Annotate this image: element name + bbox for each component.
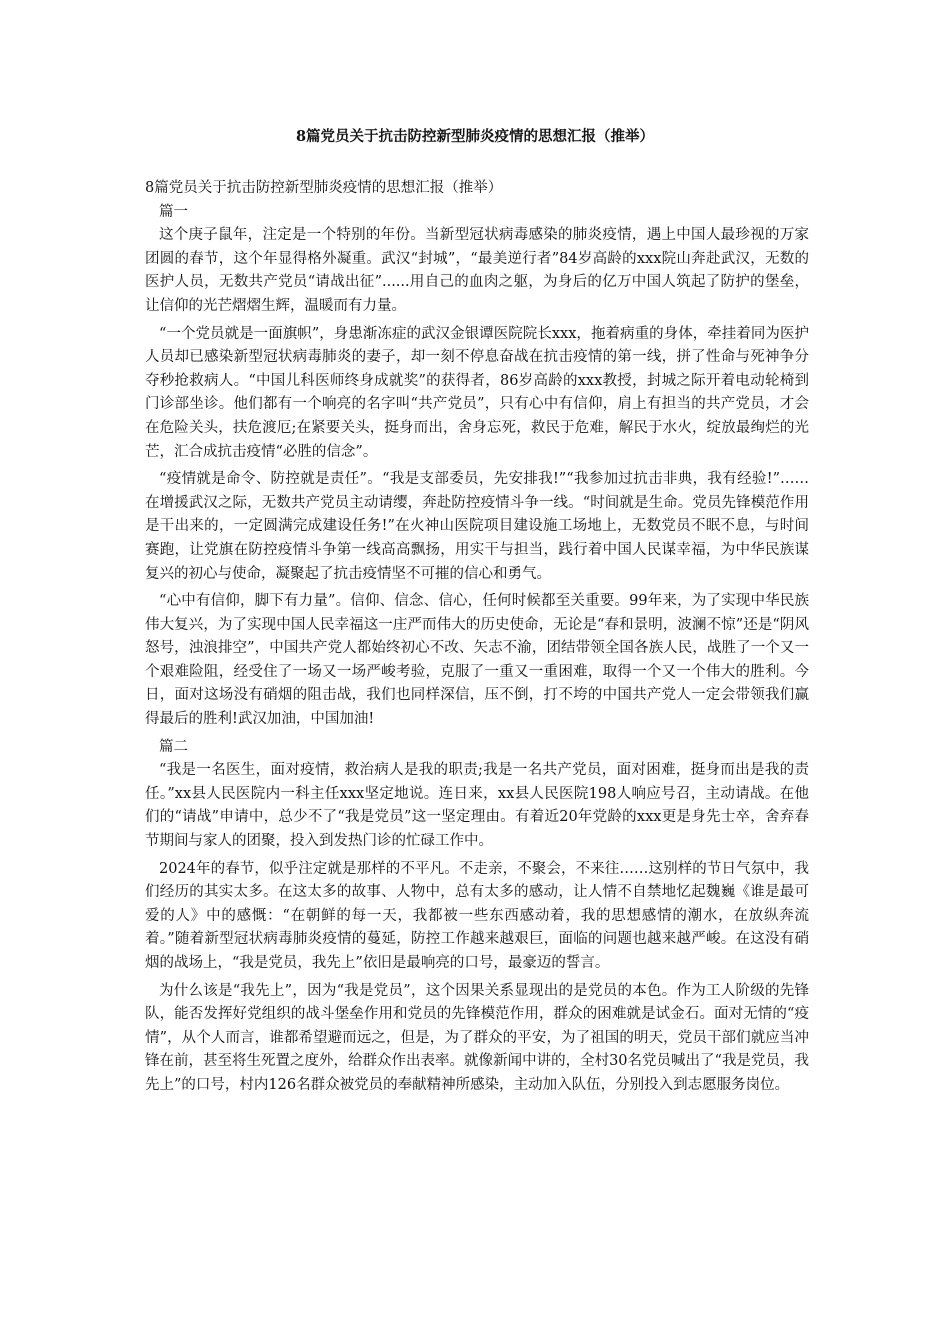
paragraph: 这个庚子鼠年，注定是一个特别的年份。当新型冠状病毒感染的肺炎疫情，遇上中国人最珍视的万家团圆的春节，这个年显得格外凝重。武汉“封城”，“最美逆行者”84岁高龄的xxx院山奔赴武汉，无数的医护人员，无数共产党员“请战出征”......用自己的血肉之躯，为身后的亿万中国人筑起了防护的堡垒，让信仰的光芒熠熠生辉，温暖而有力量。 <box>145 227 809 314</box>
paragraph: 为什么该是“我先上”，因为“我是党员”，这个因果关系显现出的是党员的本色。作为工人阶级的先锋队，能否发挥好党组织的战斗堡垒作用和党员的先锋模范作用，群众的困难就是试金石。面对无情的“疫情”，从个人而言，谁都希望避而远之，但是，为了群众的平安，为了祖国的明天，党员干部们就应当冲锋在前，甚至将生死置之度外，给群众作出表率。就像新闻中讲的，全村30名党员喊出了“我是党员，我先上”的口号，村内126名群众被党员的奉献精神所感染，主动加入队伍，分别投入到志愿服务岗位。 <box>145 982 809 1093</box>
paragraph: “一个党员就是一面旗帜”，身患渐冻症的武汉金银谭医院院长xxx，拖着病重的身体，牵挂着同为医护人员却已感染新型冠状病毒肺炎的妻子，却一刻不停息奋战在抗击疫情的第一线，拼了性命与死神争分夺秒抢救病人。“中国儿科医师终身成就奖”的获得者，86岁高龄的xxx教授，封城之际开着电动轮椅到门诊部坐诊。他们都有一个响亮的名字叫“共产党员”，只有心中有信仰，肩上有担当的共产党员，才会在危险关头，扶危渡厄;在紧要关头，挺身而出，舍身忘死，救民于危难，解民于水火，绽放最绚烂的光芒，汇合成抗击疫情“必胜的信念”。 <box>145 325 809 460</box>
paragraph: 2024年的春节，似乎注定就是那样的不平凡。不走亲，不聚会，不来往……这别样的节日气氛中，我们经历的其实太多。在这太多的故事、人物中，总有太多的感动，让人情不自禁地忆起魏巍《谁是最可爱的人》中的感慨：“在朝鲜的每一天，我都被一些东西感动着，我的思想感情的潮水，在放纵奔流着。”随着新型冠状病毒肺炎疫情的蔓延，防控工作越来越艰巨，面临的问题也越来越严峻。在这没有硝烟的战场上，“我是党员，我先上”依旧是最响亮的口号，最豪迈的誓言。 <box>145 860 809 971</box>
paragraph: “疫情就是命令、防控就是责任”。“我是支部委员，先安排我!”“我参加过抗击非典，我有经验!”……在增援武汉之际，无数共产党员主动请缨，奔赴防控疫情斗争一线。“时间就是生命。党员先锋模范作用是干出来的，一定圆满完成建设任务!”在火神山医院项目建设施工场地上，无数党员不眠不息，与时间赛跑，让党旗在防控疫情斗争第一线高高飘扬，用实干与担当，践行着中国人民谋幸福，为中华民族谋复兴的初心与使命，凝聚起了抗击疫情坚不可摧的信心和勇气。 <box>145 471 809 582</box>
paragraph: “我是一名医生，面对疫情，救治病人是我的职责;我是一名共产党员，面对困难，挺身而出是我的责任。”xx县人民医院内一科主任xxx坚定地说。连日来，xx县人民医院198人响应号召，主动请战。在他们的“请战”申请中，总少不了“我是党员”这一坚定理由。有着近20年党龄的xxx更是身先士卒，舍弃春节期间与家人的团聚，投入到发热门诊的忙碌工作中。 <box>145 762 809 850</box>
section-heading-1: 篇一 <box>159 203 188 220</box>
section-heading-2: 篇二 <box>159 738 188 755</box>
document-subtitle: 8篇党员关于抗击防控新型肺炎疫情的思想汇报（推举） <box>145 180 503 196</box>
document-body <box>145 177 809 1102</box>
paragraph: “心中有信仰，脚下有力量”。信仰、信念、信心，任何时候都至关重要。99年来，为了实现中华民族伟大复兴，为了实现中国人民幸福这一庄严而伟大的历史使命，无论是“春和景明，波澜不惊”还是“阴风怒号，浊浪排空”，中国共产党人都始终初心不改、矢志不渝，团结带领全国各族人民，战胜了一个又一个艰难险阻，经受住了一场又一场严峻考验，克服了一重又一重困难，取得一个又一个伟大的胜利。今日，面对这场没有硝烟的阻击战，我们也同样深信，压不倒，打不垮的中国共产党人一定会带领我们赢得最后的胜利!武汉加油，中国加油! <box>145 593 809 728</box>
document-title: 8篇党员关于抗击防控新型肺炎疫情的思想汇报（推举） <box>295 128 655 145</box>
